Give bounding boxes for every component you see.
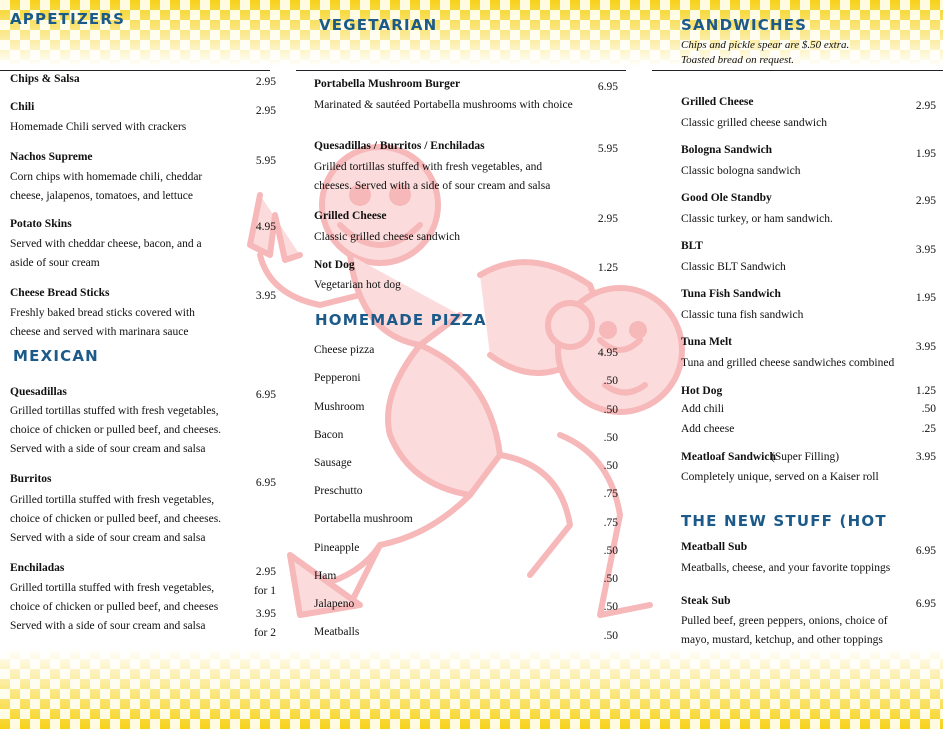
mexican-name: Quesadillas: [10, 386, 67, 398]
vegetarian-name: Grilled Cheese: [314, 210, 387, 222]
checker-pattern-bottom: [0, 649, 943, 729]
sandwich-desc: Classic turkey, or ham sandwich.: [681, 213, 833, 225]
appetizer-price: 3.95: [255, 290, 276, 302]
vegetarian-heading: VEGETARIAN: [319, 16, 438, 34]
sandwich-desc: Completely unique, served on a Kaiser roll: [681, 471, 879, 483]
appetizer-price: 2.95: [255, 76, 276, 88]
vegetarian-desc: Vegetarian hot dog: [314, 279, 401, 291]
sandwich-price: 1.95: [915, 148, 936, 160]
pizza-item: Sausage: [314, 457, 352, 469]
appetizer-price: 2.95: [255, 105, 276, 117]
mexican-price: 2.95: [255, 566, 276, 578]
pizza-item: Pepperoni: [314, 372, 361, 384]
new-stuff-price: 6.95: [915, 545, 936, 557]
divider-left: [0, 70, 270, 71]
new-stuff-desc: Pulled beef, green peppers, onions, choice of mayo, mustard, ketchup, and other toppings: [681, 615, 888, 646]
sandwich-name: Tuna Fish Sandwich: [681, 288, 781, 300]
pizza-item: Preschutto: [314, 485, 363, 497]
sandwich-price: 3.95: [915, 451, 936, 463]
appetizer-desc: Freshly baked bread sticks covered with cheese and served with marinara sauce: [10, 307, 195, 338]
mexican-desc: Grilled tortilla stuffed with fresh vegetables, choice of chicken or pulled beef, and cheeses Served with a side of sour cream and salsa: [10, 582, 219, 632]
sandwich-name: Bologna Sandwich: [681, 144, 773, 156]
appetizer-name: Chili: [10, 101, 35, 113]
sandwich-name: Meatloaf Sandwich: [681, 451, 776, 463]
pizza-price: .50: [603, 573, 618, 585]
sandwich-addon: Add cheese: [681, 423, 735, 435]
pizza-price: .50: [603, 460, 618, 472]
divider-middle: [296, 70, 626, 71]
pizza-item: Pineapple: [314, 542, 360, 554]
new-stuff-name: Steak Sub: [681, 595, 731, 607]
sandwich-price: 2.95: [915, 195, 936, 207]
pizza-item: Mushroom: [314, 401, 365, 413]
pizza-price: .75: [603, 517, 618, 529]
vegetarian-price: 5.95: [597, 143, 618, 155]
monkey-mascot-icon: [230, 135, 690, 625]
appetizer-name: Chips & Salsa: [10, 73, 80, 85]
appetizer-price: 5.95: [255, 155, 276, 167]
sandwich-desc: Classic grilled cheese sandwich: [681, 117, 827, 129]
vegetarian-name: Not Dog: [314, 259, 355, 271]
sandwich-addon-price: .50: [921, 403, 936, 415]
appetizer-desc: Served with cheddar cheese, bacon, and a aside of sour cream: [10, 238, 202, 269]
appetizers-heading: APPETIZERS: [10, 10, 126, 28]
pizza-item: Bacon: [314, 429, 344, 441]
sandwich-name: Hot Dog: [681, 385, 723, 397]
pizza-price: .50: [603, 601, 618, 613]
new-stuff-name: Meatball Sub: [681, 541, 748, 553]
sandwich-name: Good Ole Standby: [681, 192, 772, 204]
appetizer-price: 4.95: [255, 221, 276, 233]
sandwich-name: Grilled Cheese: [681, 96, 754, 108]
mexican-price: 6.95: [255, 389, 276, 401]
sandwich-addon-price: .25: [921, 423, 936, 435]
mexican-price: 6.95: [255, 477, 276, 489]
pizza-price: .75: [603, 488, 618, 500]
sandwich-name-suffix: (Super Filling): [771, 451, 840, 463]
vegetarian-desc: Marinated & sautéed Portabella mushrooms with choice: [314, 99, 573, 111]
vegetarian-name: Quesadillas / Burritos / Enchiladas: [314, 140, 485, 152]
sandwich-desc: Classic BLT Sandwich: [681, 261, 786, 273]
mexican-name: Enchiladas: [10, 562, 65, 574]
sandwich-desc: Tuna and grilled cheese sandwiches combined: [681, 357, 895, 369]
pizza-item: Portabella mushroom: [314, 513, 413, 525]
sandwich-name: BLT: [681, 240, 703, 252]
new-stuff-heading: THE NEW STUFF (HOT: [681, 512, 887, 530]
pizza-item: Meatballs: [314, 626, 360, 638]
appetizer-desc: Homemade Chili served with crackers: [10, 121, 187, 133]
new-stuff-price: 6.95: [915, 598, 936, 610]
mexican-price-note: for 1: [253, 585, 276, 597]
sandwich-desc: Classic bologna sandwich: [681, 165, 801, 177]
appetizer-name: Cheese Bread Sticks: [10, 287, 110, 299]
pizza-price: .50: [603, 630, 618, 642]
sandwich-price: 2.95: [915, 100, 936, 112]
sandwich-price: 3.95: [915, 341, 936, 353]
divider-right: [652, 70, 943, 71]
sandwich-price: 1.25: [915, 385, 936, 397]
pizza-price: 4.95: [597, 347, 618, 359]
appetizer-desc: Corn chips with homemade chili, cheddar cheese, jalapenos, tomatoes, and lettuce: [10, 171, 203, 202]
pizza-heading: HOMEMADE PIZZA: [315, 311, 487, 329]
pizza-item: Ham: [314, 570, 337, 582]
pizza-price: .50: [603, 404, 618, 416]
sandwich-addon: Add chili: [681, 403, 725, 415]
sandwiches-note: Chips and pickle spear are $.50 extra. Toasted bread on request.: [681, 39, 850, 66]
vegetarian-desc: Classic grilled cheese sandwich: [314, 231, 460, 243]
pizza-price: .50: [603, 432, 618, 444]
vegetarian-price: 1.25: [597, 262, 618, 274]
pizza-item: Cheese pizza: [314, 344, 375, 356]
pizza-item: Jalapeno: [314, 598, 355, 610]
appetizer-name: Potato Skins: [10, 218, 72, 230]
mexican-price: 3.95: [255, 608, 276, 620]
mexican-price-note: for 2: [253, 627, 276, 639]
sandwich-price: 3.95: [915, 244, 936, 256]
new-stuff-desc: Meatballs, cheese, and your favorite toppings: [681, 562, 891, 574]
vegetarian-price: 6.95: [597, 81, 618, 93]
appetizer-name: Nachos Supreme: [10, 151, 93, 163]
mexican-desc: Grilled tortilla stuffed with fresh vegetables, choice of chicken or pulled beef, and cheeses. Served with a side of sour cream and salsa: [10, 494, 222, 544]
vegetarian-desc: Grilled tortillas stuffed with fresh vegetables, and cheeses. Served with a side of sour cream and salsa: [314, 161, 551, 192]
mexican-heading: MEXICAN: [13, 347, 99, 365]
sandwich-price: 1.95: [915, 292, 936, 304]
mexican-name: Burritos: [10, 473, 52, 485]
vegetarian-name: Portabella Mushroom Burger: [314, 78, 461, 90]
pizza-price: .50: [603, 545, 618, 557]
sandwiches-heading: SANDWICHES: [681, 16, 808, 34]
sandwich-desc: Classic tuna fish sandwich: [681, 309, 804, 321]
pizza-price: .50: [603, 375, 618, 387]
mexican-desc: Grilled tortillas stuffed with fresh vegetables, choice of chicken or pulled beef, and cheeses. Served with a side of sour cream and salsa: [10, 405, 222, 455]
vegetarian-price: 2.95: [597, 213, 618, 225]
sandwich-name: Tuna Melt: [681, 336, 733, 348]
